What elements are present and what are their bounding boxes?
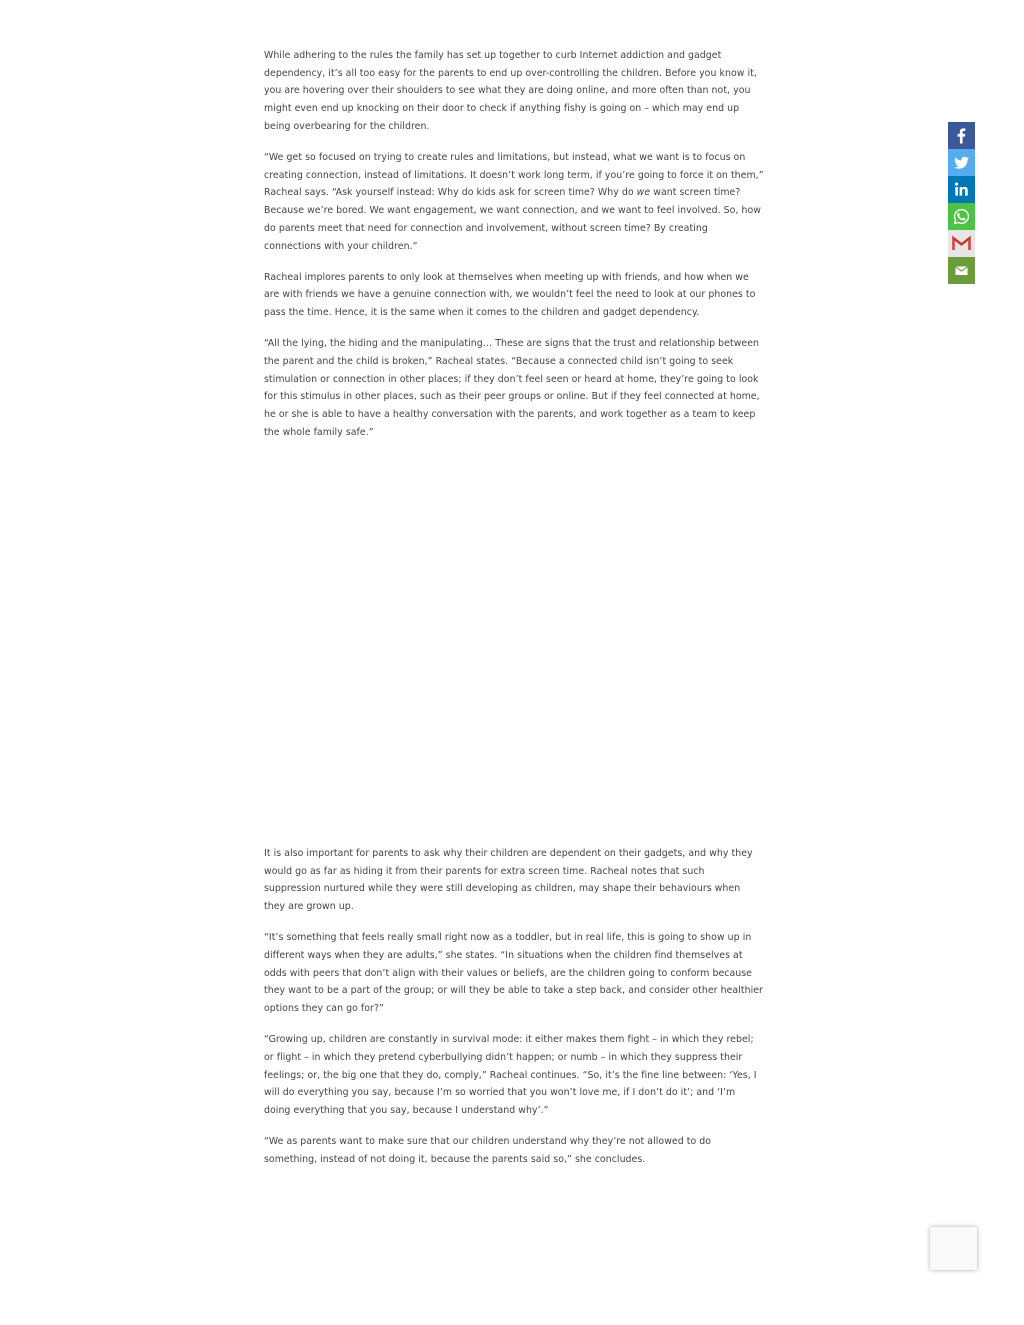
quote-text-before: “We get so focused on trying to create rules and limitations, but instead, what we want is to focus on creating connection, instead of limitations. It doesn’t work long term, if you’re going to force it on them,” Racheal says. “Ask yourself instead: Why do kids ask for screen time? Why do [264,152,764,199]
linkedin-icon [948,176,975,203]
social-share-bar [948,122,975,284]
recaptcha-badge[interactable] [930,1227,977,1270]
share-twitter-button[interactable] [948,149,975,176]
article-paragraph: “All the lying, the hiding and the manipulating… These are signs that the trust and relationship between the parent and the child is broken,” Racheal states. “Because a connected child isn’t going to seek stimulation or connection in other places; if they don’t feel seen or heard at home, they’re going to look for this stimulus in other places, such as their peer groups or online. But if they feel connected at home, he or she is able to have a healthy conversation with the parents, and work together as a team to keep the whole family safe.” [264,338,760,438]
share-facebook-button[interactable] [948,122,975,149]
quote-text-after: want screen time? Because we’re bored. We want engagement, we want connection, and we want to feel involved. So, how do parents meet that need for connection and involvement, without screen time? By creating connections with your children.” [264,187,762,252]
article-paragraph: While adhering to the rules the family has set up together to curb Internet addiction and gadget dependency, it’s all too easy for the parents to end up over-controlling the children. Before you know it, you are hovering over their shoulders to see what they are doing online, and more often than not, you might even end up knocking on their door to check if anything fishy is going on – which may end up being overbearing for the children. [264,50,757,132]
facebook-icon [948,122,975,149]
article-paragraph: Racheal implores parents to only look at themselves when meeting up with friends, and how when we are with friends we have a genuine connection with, we wouldn’t feel the need to look at our phones to pass the time. Hence, it is the same when it comes to the children and gadget dependency. [264,271,756,319]
whatsapp-icon [948,203,975,230]
quote-emphasis: we [636,187,651,199]
article-body-top [264,47,764,442]
article-paragraph: “It’s something that feels really small right now as a toddler, but in real life, this is going to show up in different ways when they are adults,” she states. “In situations when the children find themselves at odds with peers that don’t align with their values or beliefs, are the children going to conform because they want to be a part of the group; or will they be able to take a step back, and consider other healthier options they can go for?” [264,932,763,1015]
email-icon [948,257,975,284]
article-paragraph: “Growing up, children are constantly in survival mode: it either makes them fight – in which they rebel; or flight – in which they pretend cyberbullying didn’t happen; or numb – in which they suppress their feelings; or, the big one that they do, comply,” Racheal continues. “So, it’s the fine line between: ‘Yes, I will do everything you say, because I’m so worried that you won’t love me, if I don’t do it’; and ‘I’m doing everything that you say, because I understand why’.” [264,1034,757,1117]
article-paragraph: It is also important for parents to ask why their children are dependent on their gadgets, and why they would go as far as hiding it from their parents for extra screen time. Racheal notes that such suppression nurtured while they were still developing as children, may shape their behaviours when they are grown up. [264,848,753,913]
twitter-icon [948,149,975,176]
share-whatsapp-button[interactable] [948,203,975,230]
article-paragraph-quote [264,149,764,255]
share-linkedin-button[interactable] [948,176,975,203]
article-body-bottom [264,845,764,1169]
share-email-button[interactable] [948,257,975,284]
article-paragraph: “We as parents want to make sure that our children understand why they’re not allowed to do something, instead of not doing it, because the parents said so,” she concludes. [264,1136,712,1166]
share-gmail-button[interactable] [948,230,975,257]
gmail-icon [948,230,975,257]
